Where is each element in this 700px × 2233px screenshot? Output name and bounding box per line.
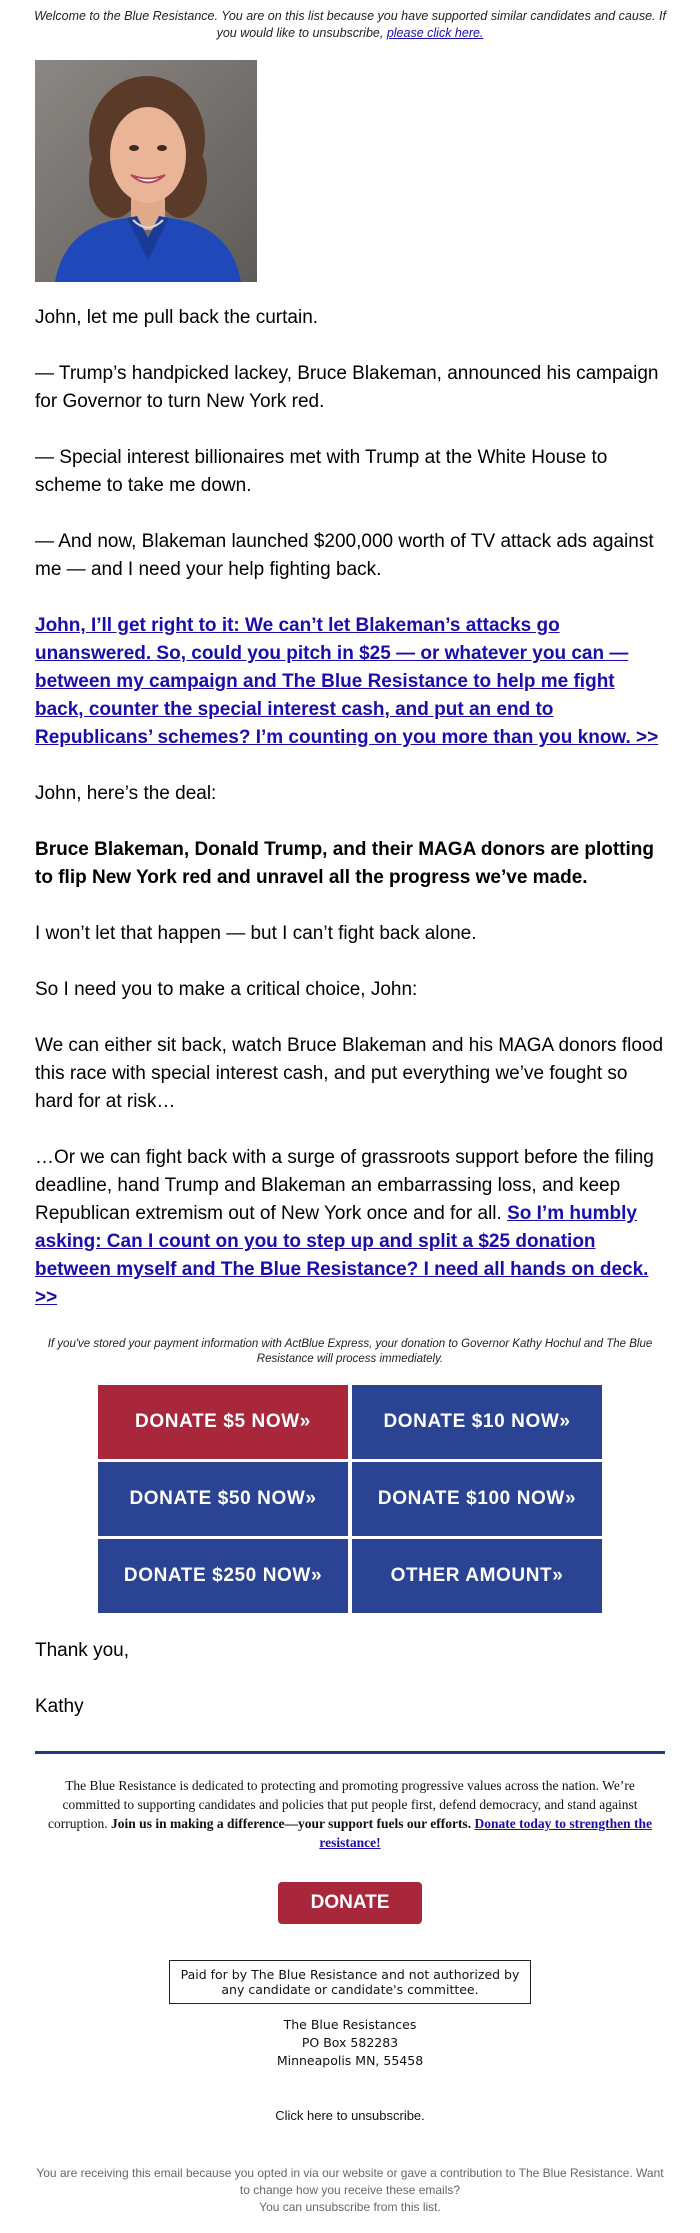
legal-text: You are receiving this email because you opted in via our website or gave a contribution to The Blue Resistance. Want to change how you receive these emails? <box>36 2166 664 2197</box>
mailing-address <box>0 2016 700 2070</box>
signature: Kathy <box>35 1696 84 1717</box>
body-paragraph: John, here’s the deal: <box>35 783 217 804</box>
closing-appeal-text: …Or we can fight back with a surge of grassroots support before the filing deadline, hand Trump and Blakeman an embarrassing loss, and keep Republican extremism out of New York once and for all. <box>35 1147 654 1224</box>
closing <box>0 1637 700 1721</box>
donate-button-grid <box>98 1385 602 1613</box>
candidate-photo <box>35 60 257 282</box>
greeting-paragraph: John, let me pull back the curtain. <box>35 307 319 328</box>
body-paragraph: I won’t let that happen — but I can’t fight back alone. <box>35 923 477 944</box>
address-line: Minneapolis MN, 55458 <box>276 2053 424 2068</box>
donate-10-button[interactable]: DONATE $10 NOW» <box>352 1385 602 1459</box>
legal-unsubscribe-text[interactable]: You can unsubscribe from this list. <box>259 2200 441 2214</box>
appeal-paragraph <box>35 612 665 752</box>
preheader <box>34 8 666 42</box>
closing-donate-link[interactable]: So I’m humbly asking: Can I count on you to step up and split a $25 donation between myself and The Blue Resistance? I need all hands on deck. >> <box>35 1203 649 1308</box>
mission-bold-text: Join us in making a difference—your support fuels our efforts. <box>111 1816 472 1831</box>
bold-paragraph: Bruce Blakeman, Donald Trump, and their MAGA donors are plotting to flip New York red and unravel all the progress we’ve made. <box>35 839 654 888</box>
paid-for-disclaimer: Paid for by The Blue Resistance and not authorized by any candidate or candidate's committee. <box>169 1960 531 2004</box>
email-body <box>0 304 700 1312</box>
donate-250-button[interactable]: DONATE $250 NOW» <box>98 1539 348 1613</box>
mission-text: The Blue Resistance is dedicated to protecting and promoting progressive values across the nation. We’re committed to supporting candidates and policies that put people first, defend democracy, and stand against corruption. <box>48 1778 638 1831</box>
email-container <box>0 8 700 2216</box>
address-line: The Blue Resistances <box>283 2017 417 2032</box>
thanks-text: Thank you, <box>35 1640 129 1661</box>
donate-5-button[interactable]: DONATE $5 NOW» <box>98 1385 348 1459</box>
body-paragraph: So I need you to make a critical choice, John: <box>35 979 418 1000</box>
portrait-image <box>35 60 257 282</box>
mission-donate-link[interactable]: Donate today to strengthen the resistance! <box>319 1816 652 1850</box>
footer-donate-button[interactable]: DONATE <box>278 1882 422 1924</box>
footer-divider <box>35 1751 665 1754</box>
address-line: PO Box 582283 <box>301 2035 399 2050</box>
donate-100-button[interactable]: DONATE $100 NOW» <box>352 1462 602 1536</box>
donate-other-amount-button[interactable]: OTHER AMOUNT» <box>352 1539 602 1613</box>
body-paragraph: We can either sit back, watch Bruce Blakeman and his MAGA donors flood this race with special interest cash, and put everything we’ve fought so hard for at risk… <box>35 1035 664 1112</box>
closing-appeal-paragraph <box>35 1144 665 1312</box>
preheader-unsubscribe-link[interactable]: please click here. <box>386 26 484 40</box>
unsubscribe-link[interactable]: Click here to unsubscribe. <box>275 2108 425 2123</box>
appeal-donate-link[interactable]: John, I’ll get right to it: We can’t let Blakeman’s attacks go unanswered. So, could you pitch in $25 — or whatever you can — between my campaign and The Blue Resistance to help me fight back, counter the special interest cash, and put an end to Republicans’ schemes? I’m counting on you more than you know. >> <box>35 615 659 748</box>
preheader-text: Welcome to the Blue Resistance. You are on this list because you have supported similar candidates and cause. If you would like to unsubscribe, <box>34 9 666 40</box>
body-paragraph: — Trump’s handpicked lackey, Bruce Blakeman, announced his campaign for Governor to turn New York red. <box>35 363 659 412</box>
body-paragraph: — Special interest billionaires met with Trump at the White House to scheme to take me down. <box>35 447 608 496</box>
legal-footer <box>30 2165 670 2216</box>
footer-mission <box>35 1776 665 1852</box>
donate-50-button[interactable]: DONATE $50 NOW» <box>98 1462 348 1536</box>
body-paragraph: — And now, Blakeman launched $200,000 worth of TV attack ads against me — and I need your help fighting back. <box>35 531 654 580</box>
unsubscribe-row <box>0 2108 700 2123</box>
actblue-note: If you've stored your payment information with ActBlue Express, your donation to Governor Kathy Hochul and The Blue Resistance will process immediately. <box>47 1338 653 1365</box>
